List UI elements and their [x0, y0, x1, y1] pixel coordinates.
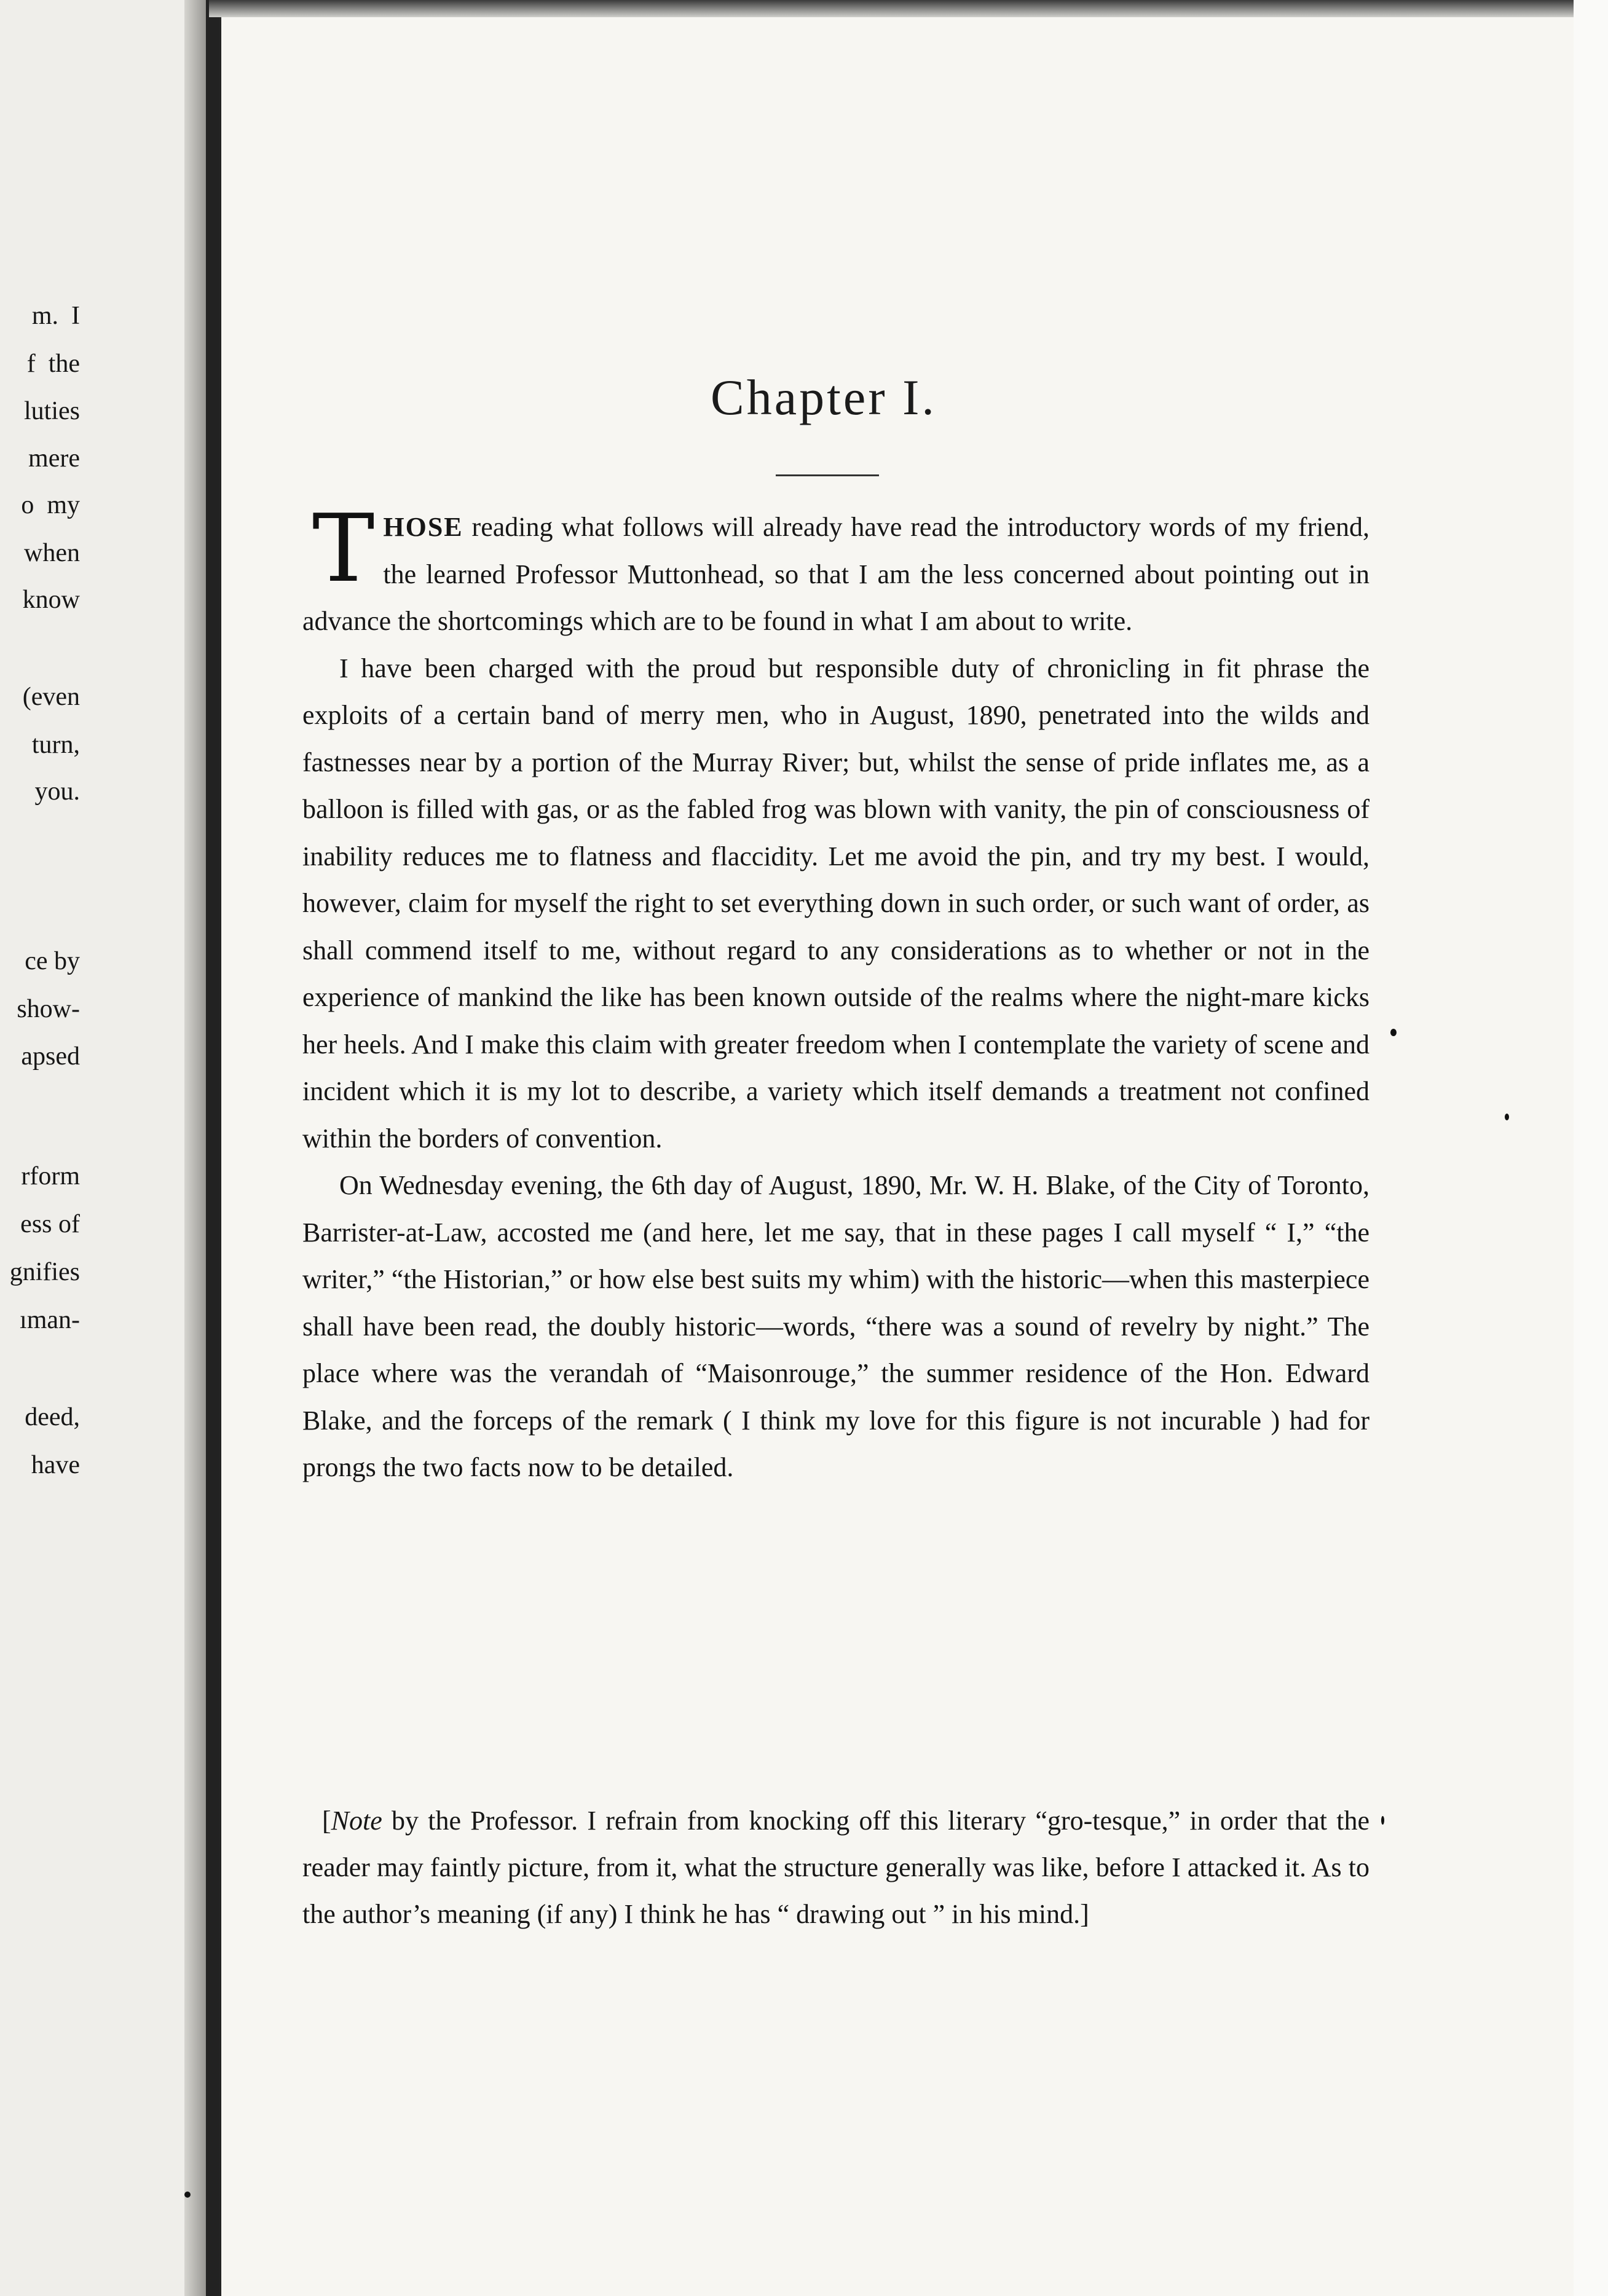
chapter-body [302, 494, 1370, 1492]
drop-cap: T [312, 494, 375, 603]
chapter-heading: Chapter I. [711, 369, 937, 425]
paragraph-3: On Wednesday evening, the 6th day of August, 1890, Mr. W. H. Blake, of the City of Toronto, Barrister-at-Law, accosted me (and here, let me say, that in these pages I call myself “ I,” “the writer,” “the Historian,” or how else best suits my whim) with the historic—when this masterpiece shall have been read, the doubly historic—words, “there was a sound of revelry by night.” The place where was the verandah of “Maisonrouge,” the summer residence of the Hon. Edward Blake, and the forceps of the remark ( I think my love for this figure is not incurable ) had for prongs the two facts now to be detailed. [302, 1170, 1370, 1482]
scan-speck [1381, 1816, 1384, 1825]
facing-page-line: rform [21, 1162, 80, 1190]
facing-page-line: when [24, 539, 80, 567]
facing-page-fragment [0, 0, 195, 2296]
facing-page-line: you. [28, 777, 80, 806]
paragraph-1-text: reading what follows will already have read the introductory words of my friend, the learned Professor Muttonhead, so that I am the less concerned about pointing out in advance the shortcomings which are to be found in what I am about to write. [302, 512, 1370, 636]
facing-page-line: show- [17, 995, 80, 1023]
note-text: by the Professor. I refrain from knocking off this literary “gro-tesque,” in order that the reader may faintly picture, from it, what the structure generally was like, before I attacked it. As to the author’s meaning (if any) I think he has “ drawing out ” in his mind.] [302, 1806, 1370, 1929]
paragraph-2: I have been charged with the proud but responsible duty of chronicling in fit phrase the exploits of a certain band of merry men, who in August, 1890, penetrated into the wilds and fastnesses near by a portion of the Murray River; but, whilst the sense of pride inflates me, as a balloon is filled with gas, or as the fabled frog was blown with vanity, the pin of consciousness of inability reduces me to flatness and flaccidity. Let me avoid the pin, and try my best. I would, however, claim for myself the right to set everything down in such order, or such want of order, as shall commend itself to me, without regard to any considerations as to whether or not in the experience of mankind the like has been known outside of the realms where the night-mare kicks her heels. And I make this claim with greater freedom when I contemplate the variety of scene and incident which it is my lot to describe, a variety which itself demands a treatment not confined within the borders of convention. [302, 653, 1370, 1154]
facing-page-line: f the [26, 350, 80, 378]
facing-page-line: m. I [31, 302, 80, 330]
note-label: Note [331, 1806, 382, 1836]
facing-page-line: turn, [31, 731, 80, 759]
page-right-margin [1574, 0, 1608, 2296]
note-bracket: [ [322, 1806, 331, 1836]
lead-word: HOSE [383, 512, 463, 542]
professor-note [302, 1798, 1370, 1938]
facing-page-line: ıman- [20, 1306, 80, 1334]
facing-page-line: o my [21, 491, 80, 519]
book-spine [206, 0, 219, 2296]
facing-page-line: luties [24, 397, 80, 425]
facing-page-line: know [22, 586, 80, 614]
scan-speck [184, 2192, 191, 2198]
paragraph-1 [302, 494, 1370, 645]
scan-top-edge [209, 0, 1608, 17]
facing-page-line: deed, [25, 1403, 80, 1431]
facing-page-line: (even [22, 683, 80, 711]
facing-page-line: ess of [20, 1210, 80, 1238]
chapter-divider [776, 474, 879, 476]
facing-page-line: mere [22, 444, 80, 473]
scan-speck [1505, 1114, 1509, 1120]
facing-page-line: ce by [25, 947, 80, 975]
scan-speck [1390, 1029, 1397, 1036]
facing-page-line: gnifies [9, 1258, 80, 1286]
facing-page-line: have [25, 1451, 80, 1479]
facing-page-line: apsed [21, 1042, 80, 1071]
note-paragraph [302, 1798, 1370, 1938]
